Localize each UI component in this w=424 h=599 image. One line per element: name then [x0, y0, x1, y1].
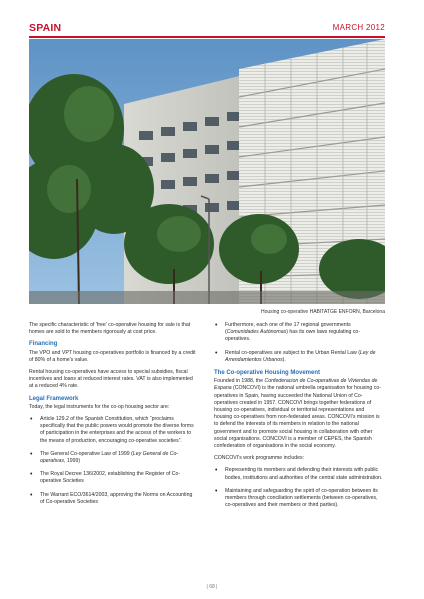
programme-list	[214, 467, 383, 509]
intro-paragraph: The specific characteristic of 'free' co-operative housing for sale is that homes are sold to the members rigorously at cost price.	[29, 322, 191, 336]
movement-heading: The Co-operative Housing Movement	[214, 370, 321, 377]
list-item: • Representing its members and defending their interests with public bodies, institutions and authorities of the central state administration.	[214, 467, 383, 481]
movement-text: Founded in 1988, the	[214, 378, 265, 385]
list-item-italic: Comunidades Autónomas	[226, 329, 287, 336]
programme-intro: CONCOVI's work programme includes:	[214, 455, 305, 462]
financing-paragraph-2: Rental housing co-operatives have access to special subsidies, fiscal incentives and loans at reduced interest rates. VAT is also implemented at a reduced 4% rate.	[29, 369, 193, 390]
list-item-text: ) has its own laws regulating co-operatives.	[225, 329, 361, 343]
movement-italic: Confederacion de Co-operativas de Viviendas de Espana	[214, 378, 378, 392]
regional-laws-list	[214, 322, 383, 364]
list-item-text: , 1999)	[63, 458, 81, 465]
legal-intro: Today, the legal instruments for the co-op housing sector are:	[29, 403, 170, 410]
movement-paragraph	[214, 378, 383, 450]
country-title: SPAIN	[29, 22, 62, 34]
list-item-text: The General Co-operative Law of 1999 (	[40, 450, 133, 457]
list-item-italic: Ley General de Co-operativas	[40, 450, 179, 465]
header-divider	[29, 36, 385, 38]
list-item: • Maintaining and safeguarding the spirit of co-operation between its members through conciliation settlements (between co-operatives, co-operatives and their members or third parties).	[214, 488, 383, 510]
photo-caption: Housing co-operative HABITATGE ENFORN, Barcelona	[260, 309, 385, 315]
legal-framework-heading: Legal Framework	[29, 395, 79, 402]
list-item-italic: Ley de Arrendamientos Urbanos	[225, 349, 376, 363]
left-column	[29, 322, 198, 512]
movement-text: (CONCOVI) is the national umbrella organisation for housing co-operatives in Spain, having succeeded the National Union of Co-operatives created in 1957. CONCOVI brings together federations of housing co-operatives, individual or territorial representations and housing co-operatives from non-federated areas. CONCOVI's mission is to defend the interests of its members in relation to the national government and to promote social housing in collaboration with other social organisations. CONCOVI is a member of CEPES, the Spanish confederation of organisations in the social economy.	[214, 385, 381, 450]
list-item	[214, 322, 383, 344]
list-item-text: Rental co-operatives are subject to the Urban Rental Law (	[225, 349, 360, 356]
list-item-text: Furthermore, each one of the 17 regional governments (	[225, 322, 351, 336]
building-photo	[29, 39, 385, 304]
list-item	[214, 350, 383, 364]
issue-date: MARCH 2012	[332, 23, 385, 32]
financing-heading: Financing	[29, 341, 58, 348]
list-item: • The Royal Decree 136/2002, establishing the Register of Co-operative Societies	[29, 471, 198, 485]
list-item-text: ).	[282, 356, 286, 363]
right-column	[214, 322, 383, 515]
page-number: | 68 |	[206, 584, 218, 590]
page-header	[29, 22, 385, 36]
financing-paragraph-1: The VPO and VPT housing co-operatives portfolio is financed by a credit of 80% of a home's value.	[29, 349, 196, 363]
list-item: • Article 129.2 of the Spanish Constitution, which “proclaims specifically that the public powers would promote the diverse forms of participation in the enterprises and the access of the workers to the means of production, encouraging co-operative societies”.	[29, 416, 198, 445]
list-item: • The Warrant ECO/3614/2003, approving the Norms on Accounting of Co-operative Societies	[29, 492, 198, 506]
list-item	[29, 451, 198, 465]
legal-instruments-list	[29, 416, 198, 506]
